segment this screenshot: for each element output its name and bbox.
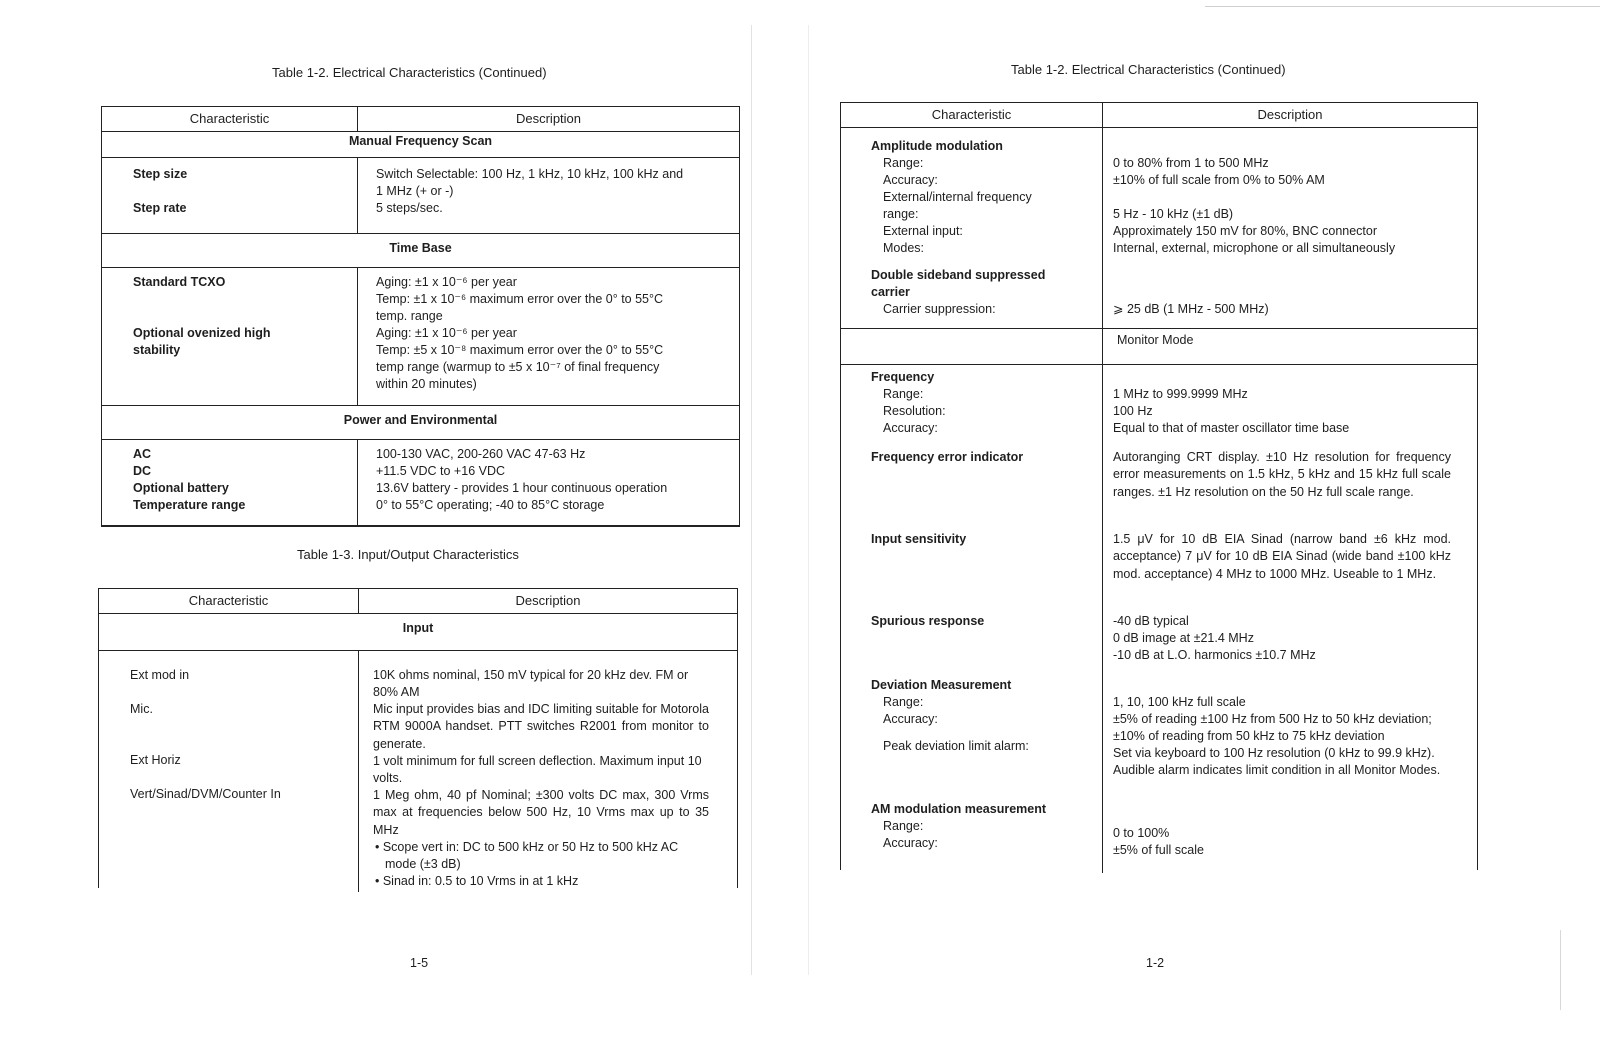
right-page [800,0,1600,1042]
char-vert-sinad-dvm-counter: Vert/Sinad/DVM/Counter In [130,787,281,801]
char-am-range-2: range: [883,207,919,221]
section-time-base: Time Base [102,234,739,268]
desc-line: 1, 10, 100 kHz full scale [1113,695,1246,709]
table-1-2-caption-left: Table 1-2. Electrical Characteristics (Continued) [272,65,547,80]
table-header [99,588,737,614]
char-carrier-suppression: Carrier suppression: [883,302,996,316]
char-frequency: Frequency [871,370,935,384]
scan-edge-line [1205,6,1600,7]
desc-line: 0 dB image at ±21.4 MHz [1113,631,1254,645]
desc-line: +11.5 VDC to +16 VDC [376,464,506,478]
desc-line: 100 Hz [1113,404,1153,418]
desc-line: -40 dB typical [1113,614,1189,628]
char-deviation-measurement: Deviation Measurement [871,678,1012,692]
desc-input-sensitivity: 1.5 μV for 10 dB EIA Sinad (narrow band ±6 kHz mod. acceptance) 7 μV for 10 dB EIA Sinad (wide band ±100 kHz mod. acceptance) 4 MHz to 1000 MHz. Useable to 1 MHz. [1113,532,1451,581]
desc-ext-mod-in: 10K ohms nominal, 150 mV typical for 20 kHz dev. FM or 80% AM [373,668,689,700]
char-amplitude-modulation: Amplitude modulation [871,139,1003,153]
char-ext-horiz: Ext Horiz [130,753,181,767]
desc-line: Internal, external, microphone or all simultaneously [1113,241,1396,255]
electrical-characteristics-table-left [101,106,740,527]
desc-ext-horiz: 1 volt minimum for full screen deflection. Maximum input 10 volts. [373,754,702,786]
char-am-range: Range: [883,156,924,170]
desc-line: 0° to 55°C operating; -40 to 85°C storage [376,498,605,512]
char-freq-accuracy: Accuracy: [883,421,938,435]
desc-line: 13.6V battery - provides 1 hour continuous operation [376,481,668,495]
desc-line: 0 to 100% [1113,826,1170,840]
section-body-power-environmental [102,440,739,526]
char-dev-range: Range: [883,695,924,709]
desc-line: 5 steps/sec. [376,201,443,215]
char-ac: AC [133,447,152,461]
desc-carrier-suppression: ⩾ 25 dB (1 MHz - 500 MHz) [1113,302,1269,316]
desc-line: Temp: ±5 x 10⁻⁸ maximum error over the 0° to 55°C [376,343,664,357]
section-input: Input [99,614,737,651]
desc-line: Aging: ±1 x 10⁻⁶ per year [376,326,517,340]
desc-line: temp. range [376,309,443,323]
char-temperature-range: Temperature range [133,498,246,512]
desc-line: Approximately 150 mV for 80%, BNC connector [1113,224,1378,238]
char-stability: stability [133,343,181,357]
desc-line: 1 MHz to 999.9999 MHz [1113,387,1248,401]
desc-line: within 20 minutes) [376,377,477,391]
desc-line [1113,189,1467,206]
page-number-left: 1-5 [410,956,429,970]
char-am-ext-int-freq: External/internal frequency [883,190,1032,204]
char-freq-range: Range: [883,387,924,401]
desc-frequency-error-indicator: Autoranging CRT display. ±10 Hz resolution for frequency error measurements on 1.5 kHz, 5 kHz and 15 kHz full scale ranges. ±1 Hz resolution on the 50 Hz full scale range. [1113,450,1451,499]
char-freq-resolution: Resolution: [883,404,946,418]
char-am-accuracy: Accuracy: [883,173,938,187]
desc-line: 5 Hz - 10 kHz (±1 dB) [1113,207,1234,221]
col-header-description: Description [1257,107,1323,122]
desc-line: ±10% of reading from 50 kHz to 75 kHz deviation [1113,729,1385,743]
desc-line: Equal to that of master oscillator time base [1113,421,1350,435]
section-body-time-base [102,268,739,406]
desc-line: Temp: ±1 x 10⁻⁶ maximum error over the 0° to 55°C [376,292,664,306]
char-spurious-response: Spurious response [871,614,985,628]
desc-peak-deviation-alarm: Set via keyboard to 100 Hz resolution (0 kHz to 99.9 kHz). Audible alarm indicates limit condition in all Monitor Modes. [1113,746,1441,778]
char-peak-deviation-alarm: Peak deviation limit alarm: [883,739,1029,753]
table-header [841,102,1477,128]
left-page [0,0,790,1042]
desc-line: 100-130 VAC, 200-260 VAC 47-63 Hz [376,447,586,461]
char-am-modulation-measurement: AM modulation measurement [871,802,1047,816]
desc-line: temp range (warmup to ±5 x 10⁻⁷ of final frequency [376,360,660,374]
section-manual-frequency-scan: Manual Frequency Scan [102,132,739,158]
section-power-environmental: Power and Environmental [102,406,739,440]
desc-line: -10 dB at L.O. harmonics ±10.7 MHz [1113,648,1316,662]
col-header-description: Description [515,111,582,126]
bullet-sinad-in: • Sinad in: 0.5 to 10 Vrms in at 1 kHz [375,874,579,888]
section-body-monitor [841,365,1477,873]
page-number-right: 1-2 [1146,956,1165,970]
desc-line: 1 MHz (+ or -) [376,184,454,198]
desc-mic: Mic input provides bias and IDC limiting suitable for Motorola RTM 9000A handset. PTT switches R2001 from monitor to generate. [373,702,709,751]
char-mic: Mic. [130,702,153,716]
monitor-mode-band [841,329,1477,365]
char-step-size: Step size [133,167,188,181]
binding-crease-right [808,25,809,975]
electrical-characteristics-table-right [840,102,1478,870]
section-body-manual-frequency-scan [102,158,739,234]
table-header [102,106,739,132]
section-body-input [99,651,737,892]
char-dev-accuracy: Accuracy: [883,712,938,726]
desc-vert-sinad-dvm-counter: 1 Meg ohm, 40 pf Nominal; ±300 volts DC max, 300 Vrms max at frequencies below 500 Hz, 10 Vrms max up to 35 MHz [373,788,709,837]
scan-edge-mark [1560,930,1561,1010]
desc-line: 0 to 80% from 1 to 500 MHz [1113,156,1269,170]
char-am-modes: Modes: [883,241,924,255]
desc-line: Switch Selectable: 100 Hz, 1 kHz, 10 kHz, 100 kHz and [376,167,684,181]
char-am-external-input: External input: [883,224,963,238]
col-header-description: Description [515,593,581,608]
char-ext-mod-in: Ext mod in [130,668,190,682]
desc-line: ±5% of reading ±100 Hz from 500 Hz to 50 kHz deviation; [1113,712,1432,726]
section-monitor-mode: Monitor Mode [1117,333,1194,347]
table-1-2-caption-right: Table 1-2. Electrical Characteristics (Continued) [1011,62,1286,77]
desc-line: ±10% of full scale from 0% to 50% AM [1113,173,1325,187]
char-dsb-title-1: Double sideband suppressed [871,268,1046,282]
col-header-characteristic: Characteristic [102,107,358,131]
char-frequency-error-indicator: Frequency error indicator [871,450,1024,464]
col-header-characteristic: Characteristic [99,589,359,613]
col-header-characteristic: Characteristic [841,103,1103,127]
section-body-modulation [841,128,1477,329]
bullet-scope-vert: • Scope vert in: DC to 500 kHz or 50 Hz to 500 kHz AC mode (±3 dB) [375,840,679,871]
char-optional-battery: Optional battery [133,481,229,495]
char-optional-ovenized: Optional ovenized high [133,326,271,340]
char-amm-range: Range: [883,819,924,833]
char-step-rate: Step rate [133,201,187,215]
char-amm-accuracy: Accuracy: [883,836,938,850]
desc-line: Aging: ±1 x 10⁻⁶ per year [376,275,517,289]
char-dsb-title-2: carrier [871,285,910,299]
binding-crease-left [751,25,752,975]
input-output-table [98,588,738,888]
desc-line: ±5% of full scale [1113,843,1204,857]
char-standard-tcxo: Standard TCXO [133,275,226,289]
char-dc: DC [133,464,152,478]
char-input-sensitivity: Input sensitivity [871,532,967,546]
table-1-3-caption: Table 1-3. Input/Output Characteristics [297,547,519,562]
